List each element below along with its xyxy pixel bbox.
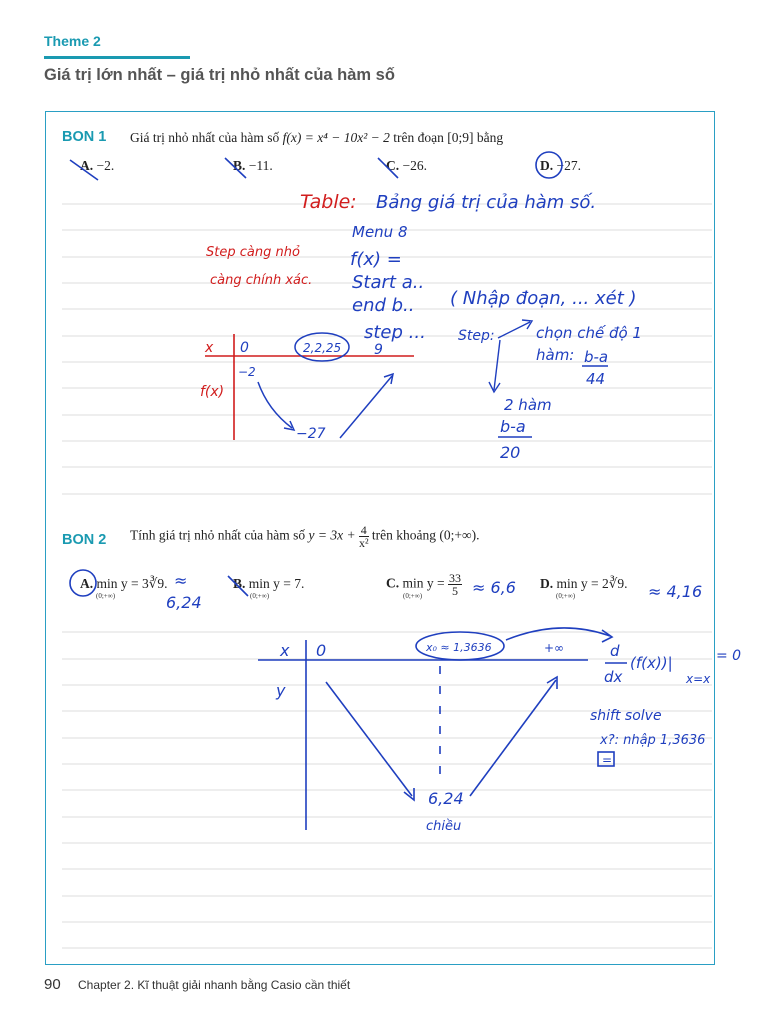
bon2-table-y: y bbox=[276, 681, 286, 700]
one-func-hint: hàm: bbox=[536, 346, 575, 364]
bon2-table-zero: 0 bbox=[316, 641, 327, 660]
fraction-numerator: 33 bbox=[449, 571, 461, 585]
bon1-table-up-arrow bbox=[340, 376, 392, 438]
bon2-table-x0: x₀ ≈ 1,3636 bbox=[426, 641, 492, 654]
bon2-c-approx: ≈ 6,6 bbox=[472, 578, 516, 597]
bon2-option-a-circle bbox=[70, 570, 96, 596]
start-note: Start a.. bbox=[352, 272, 425, 293]
theme-label: Theme 2 bbox=[44, 33, 101, 49]
bon1-label: BON 1 bbox=[62, 129, 107, 145]
chapter-footer: Chapter 2. Kĩ thuật giải nhanh bằng Casio cần thiết bbox=[78, 978, 351, 992]
bon2-interval: (0;+∞). bbox=[439, 527, 480, 543]
x-input-note: x?: nhập 1,3636 bbox=[600, 733, 706, 748]
one-func-note: chọn chế độ 1 bbox=[536, 324, 642, 342]
deriv-eval: x=x bbox=[686, 672, 711, 686]
bon1-table-x: x bbox=[205, 340, 214, 356]
bon1-question-suffix: bằng bbox=[476, 130, 504, 145]
eq-key: = bbox=[602, 753, 613, 767]
option-expr: min y = 7. bbox=[248, 576, 305, 591]
option-expr: min y = 3∛9. bbox=[96, 576, 168, 591]
step-note-line1: Step càng nhỏ bbox=[206, 245, 300, 260]
bon2-deriv-arrowhead bbox=[602, 630, 612, 642]
option-letter: B. bbox=[233, 158, 246, 173]
bon2-table-min: 6,24 bbox=[428, 789, 464, 808]
bon2-table-up-arrow bbox=[470, 680, 556, 796]
option-letter: C. bbox=[386, 575, 400, 591]
step-arrow-right bbox=[498, 322, 530, 338]
bon2-deriv-arrow bbox=[506, 628, 610, 640]
step-note: step ... bbox=[364, 322, 426, 343]
nhap-note: ( Nhập đoạn, ... xét ) bbox=[450, 288, 637, 309]
bon2-d-approx: ≈ 4,16 bbox=[648, 582, 703, 601]
bon2-option-b-strike bbox=[228, 576, 248, 596]
option-expr: min y = bbox=[402, 575, 445, 591]
page-title: Giá trị lớn nhất – giá trị nhỏ nhất của hàm số bbox=[44, 66, 395, 84]
table-label: Table: bbox=[300, 191, 357, 213]
bon2-table-up-arrowhead bbox=[547, 677, 557, 689]
fx-note: f(x) = bbox=[350, 249, 402, 270]
bon1-table-minus27: −27 bbox=[296, 426, 326, 442]
min-subscript-c: (0;+∞) bbox=[403, 592, 423, 600]
menu-note: Menu 8 bbox=[352, 223, 408, 241]
bon1-table-minus2: −2 bbox=[238, 365, 256, 379]
one-func-num: b-a bbox=[584, 348, 609, 366]
one-func-den: 44 bbox=[586, 370, 606, 388]
deriv-d: d bbox=[610, 642, 620, 660]
two-func-num: b-a bbox=[500, 417, 526, 436]
option-letter: A. bbox=[80, 158, 94, 173]
bon2-table-inf: +∞ bbox=[544, 641, 565, 655]
step-note-line2: càng chính xác. bbox=[210, 273, 313, 288]
table-desc: Bảng giá trị của hàm số. bbox=[376, 192, 597, 213]
bon1-table-nine: 9 bbox=[374, 342, 383, 358]
bon2-a-value: 6,24 bbox=[166, 593, 202, 612]
bon2-function-lhs: y = 3x + bbox=[308, 527, 356, 543]
bon1-interval: [0;9] bbox=[447, 130, 474, 145]
option-d-circle bbox=[536, 152, 562, 178]
bon1-question-prefix: Giá trị nhỏ nhất của hàm số bbox=[130, 130, 280, 145]
option-letter: D. bbox=[540, 158, 554, 173]
bon1-question-mid: trên đoạn bbox=[393, 130, 444, 145]
fraction-denominator: x² bbox=[358, 536, 369, 550]
option-value: −11. bbox=[248, 158, 273, 173]
bon2-table-down-arrow bbox=[326, 682, 412, 796]
option-c-strike bbox=[378, 158, 398, 178]
bon1-table-down-arrow bbox=[258, 382, 292, 428]
bon1-table-zero: 0 bbox=[240, 340, 249, 356]
two-func-den: 20 bbox=[500, 443, 521, 462]
bon2-question-prefix: Tính giá trị nhỏ nhất của hàm số bbox=[130, 527, 306, 543]
bon1-table-fx: f(x) bbox=[200, 384, 225, 400]
end-note: end b.. bbox=[352, 295, 415, 316]
bon2-label: BON 2 bbox=[62, 532, 107, 548]
page-number: 90 bbox=[44, 976, 61, 993]
bon2-table-min-note: chiều bbox=[426, 819, 462, 834]
option-letter: A. bbox=[80, 576, 94, 591]
min-subscript-b: (0;+∞) bbox=[250, 592, 270, 600]
bon1-table-xmin: 2,2,25 bbox=[303, 341, 342, 355]
min-subscript-d: (0;+∞) bbox=[556, 592, 576, 600]
deriv-eq: = 0 bbox=[716, 648, 742, 664]
fraction-numerator: 4 bbox=[360, 523, 367, 537]
option-value: −27. bbox=[556, 158, 581, 173]
bon1-function: f(x) = x⁴ − 10x² − 2 bbox=[282, 130, 390, 145]
bon2-table-x: x bbox=[280, 641, 290, 660]
min-subscript-a: (0;+∞) bbox=[96, 592, 116, 600]
option-a-strike bbox=[70, 160, 98, 180]
step-label: Step: bbox=[458, 328, 495, 344]
option-value: −26. bbox=[402, 158, 427, 173]
option-value: −2. bbox=[96, 158, 115, 173]
bon2-a-approx: ≈ bbox=[174, 571, 188, 590]
option-b-strike bbox=[225, 158, 246, 178]
bon2-table-down-arrowhead bbox=[404, 788, 414, 800]
bon1-table-up-arrowhead bbox=[384, 374, 393, 384]
option-letter: B. bbox=[233, 576, 246, 591]
two-func-note: 2 hàm bbox=[504, 396, 552, 414]
fraction-denominator: 5 bbox=[452, 584, 458, 598]
deriv-dx: dx bbox=[604, 668, 623, 686]
option-letter: C. bbox=[386, 158, 400, 173]
option-expr: min y = 2∛9. bbox=[556, 576, 628, 591]
step-arrow-down bbox=[494, 340, 500, 390]
shift-solve-note: shift solve bbox=[590, 708, 662, 724]
bon2-question-mid: trên khoảng bbox=[371, 527, 437, 543]
option-letter: D. bbox=[540, 576, 554, 591]
deriv-expr: (f(x))| bbox=[630, 654, 673, 672]
